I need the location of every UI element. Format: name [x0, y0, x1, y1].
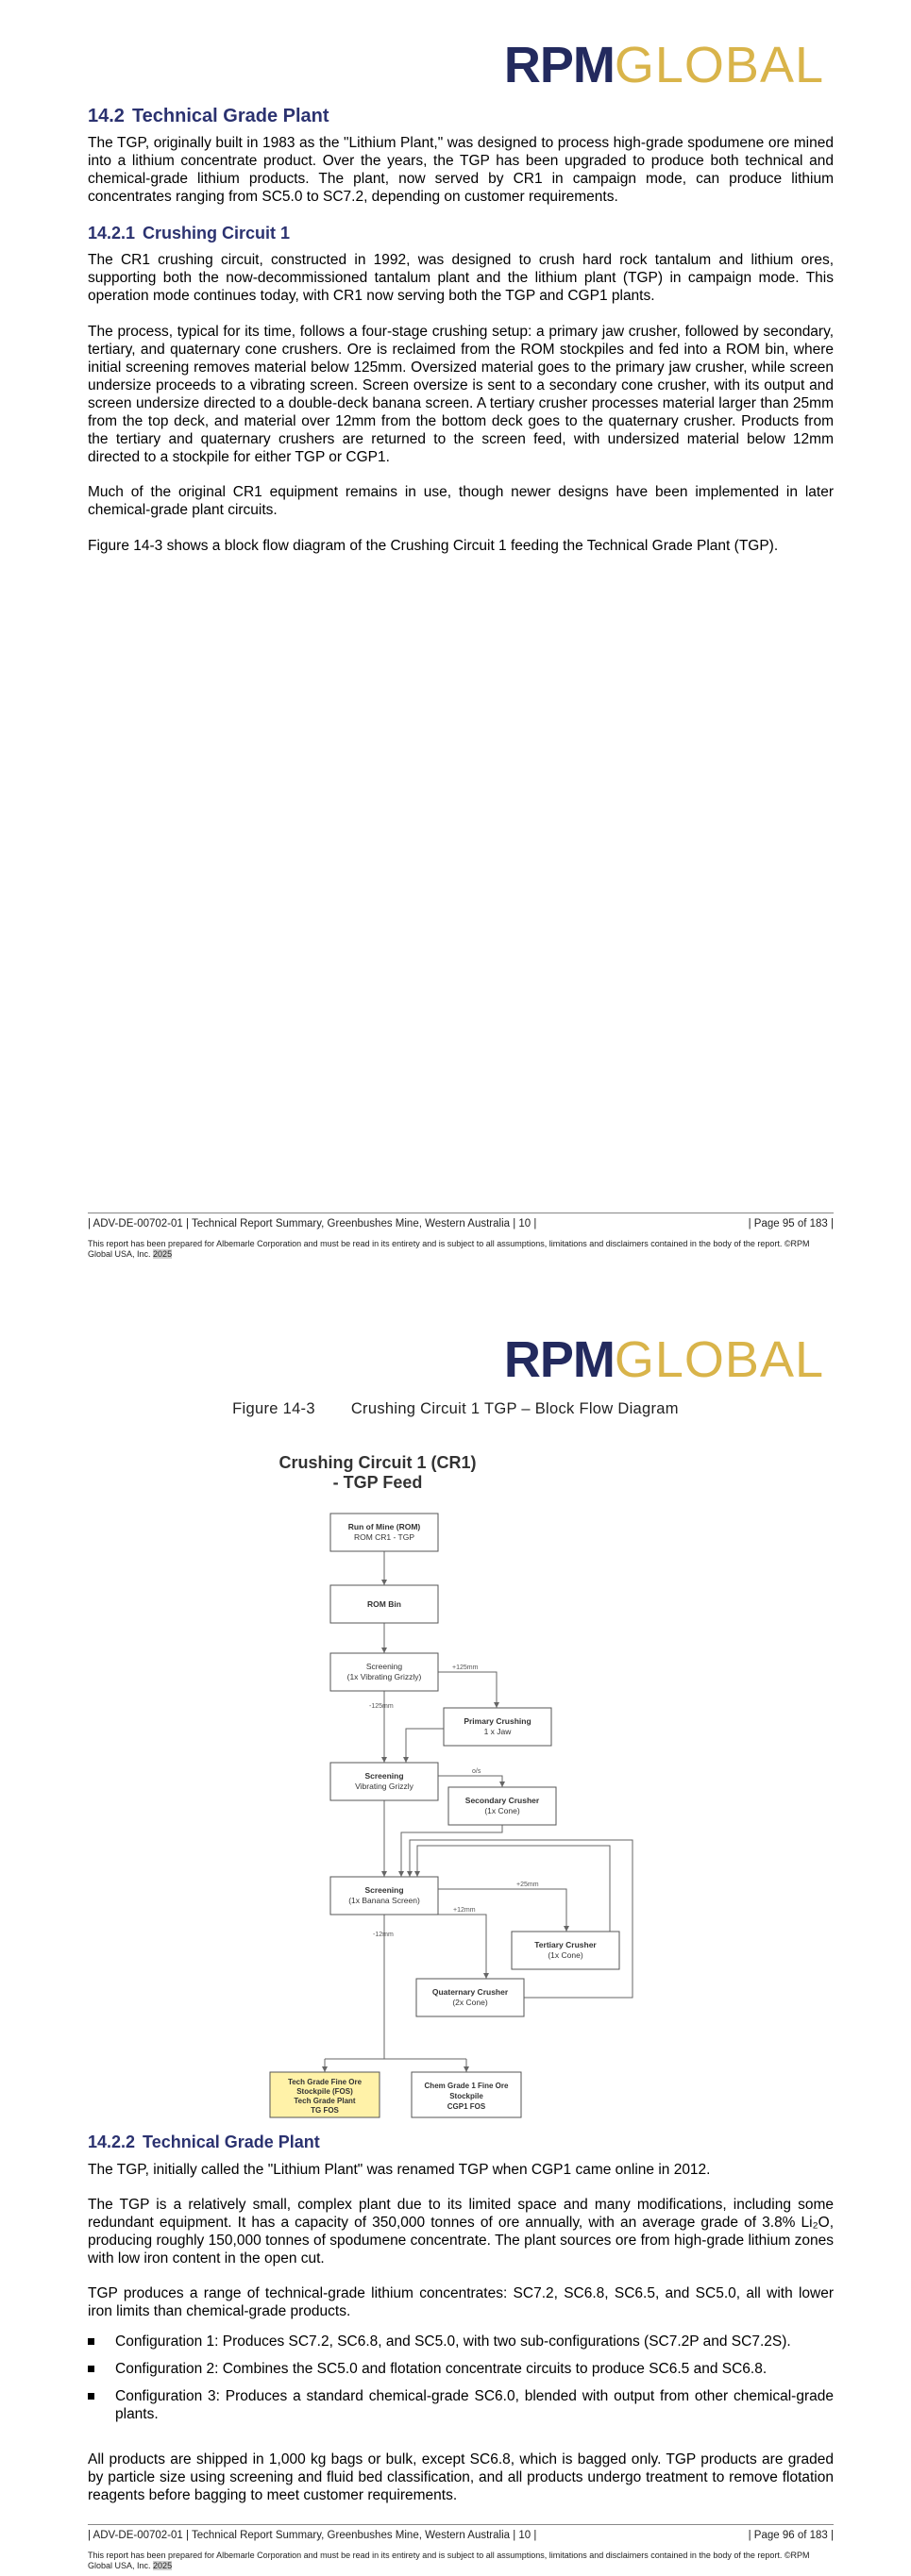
svg-text:Screening: Screening [364, 1771, 404, 1781]
svg-text:Tertiary Crusher: Tertiary Crusher [534, 1940, 597, 1949]
flow-screen3-to-quaternary [425, 1915, 486, 1979]
paragraph-cr1-history: The CR1 crushing circuit, constructed in 1992, was designed to crush hard rock tantalum and lithium ores, supporting both the now-decommissioned tantalum plant and the lithium plant (TGP) in campaign mode. This operation mode continues today, with CR1 now serving both the TGP and CGP1 plants. [88, 252, 834, 304]
intro-paragraph: The TGP, originally built in 1983 as the "Lithium Plant," was designed to process high-grade spodumene ore mined into a lithium concentrate product. Over the years, the TGP has been upgraded to produce both technical and chemical-grade lithium products. The plant, now served by CR1 in campaign mode, can produce lithium concentrates ranging from SC5.0 to SC7.2, depending on customer requirements. [88, 135, 834, 205]
subsection-heading-14-2-2 [88, 2133, 834, 2152]
svg-text:ROM Bin: ROM Bin [367, 1599, 401, 1609]
box-secondary-crusher [448, 1787, 556, 1825]
svg-text:(2x Cone): (2x Cone) [452, 1998, 488, 2007]
svg-text:Screening: Screening [364, 1885, 404, 1895]
paragraph-tgp-capacity: The TGP is a relatively small, complex plant due to its limited space and many modifications, including some redundant equipment. It has a capacity of 350,000 tonnes of ore annually, with an average grade of 3.8% Li₂O, producing roughly 150,000 tonnes of spodumene concentrate. The plant sources ore from high-grade lithium zones with low iron content in the open cut. [88, 2197, 834, 2267]
svg-text:ROM CR1 - TGP: ROM CR1 - TGP [353, 1532, 415, 1542]
label-minus12: -12mm [373, 1932, 394, 1938]
page-footer [88, 1213, 834, 1260]
page-footer [88, 2524, 834, 2571]
box-rom-bin [330, 1585, 438, 1623]
diagram-title-line2: - TGP Feed [332, 1473, 423, 1492]
svg-text:Secondary Crusher: Secondary Crusher [464, 1796, 540, 1805]
svg-text:Primary Crushing: Primary Crushing [464, 1716, 531, 1726]
section-number: 14.2 [88, 106, 125, 126]
box-tertiary-crusher [512, 1932, 619, 1969]
svg-text:Screening: Screening [365, 1662, 403, 1671]
svg-text:Tech Grade Fine Ore: Tech Grade Fine Ore [287, 2078, 363, 2086]
block-flow-diagram [255, 1446, 680, 2115]
list-item: Configuration 1: Produces SC7.2, SC6.8, and SC5.0, with two sub-configurations (SC7.2P and SC7.2S). [88, 2333, 834, 2350]
subsection-number: 14.2.1 [88, 224, 136, 243]
svg-text:Stockpile: Stockpile [449, 2092, 483, 2100]
footer-rule [88, 2524, 834, 2525]
figure-caption [0, 1400, 911, 1418]
label-os: o/s [472, 1768, 481, 1775]
box-screening-vibrating [330, 1763, 438, 1800]
subsection-title: Crushing Circuit 1 [143, 224, 291, 243]
footer-year: 2025 [153, 2561, 173, 2570]
list-item: Configuration 2: Combines the SC5.0 and flotation concentrate circuits to produce SC6.5 and SC6.8. [88, 2360, 834, 2378]
footer-disclaimer: This report has been prepared for Albemarle Corporation and must be read in its entirety and is subject to all assumptions, limitations and disclaimers contained in the body of the report. ©RPM Global USA, Inc. 2025 [88, 1239, 810, 1259]
section-title: Technical Grade Plant [131, 106, 329, 126]
subsection-number: 14.2.2 [88, 2133, 136, 2151]
footer-document-ref: | ADV-DE-00702-01 | Technical Report Summary, Greenbushes Mine, Western Australia | 10 | [88, 1218, 537, 1229]
rpm-global-logo: RPMGLOBAL [503, 1331, 824, 1388]
box-primary-crushing [444, 1708, 551, 1746]
box-run-of-mine [330, 1514, 438, 1551]
svg-text:(1x Cone): (1x Cone) [548, 1950, 583, 1960]
bullet-square-icon [88, 2393, 94, 2400]
figure-label: Figure 14-3 [232, 1400, 315, 1417]
flow-screen1-to-primary [438, 1672, 497, 1708]
report-page-96 [0, 1295, 911, 2576]
box-screening-banana [330, 1877, 438, 1915]
flow-primary-to-screen2 [406, 1729, 444, 1763]
flow-secondary-to-screen3 [401, 1825, 502, 1877]
svg-text:1 x Jaw: 1 x Jaw [483, 1727, 512, 1736]
svg-text:Stockpile (FOS): Stockpile (FOS) [296, 2087, 353, 2096]
svg-text:(1x Vibrating Grizzly): (1x Vibrating Grizzly) [346, 1672, 422, 1681]
box-chem-grade-fos [412, 2072, 521, 2117]
section-heading-14-2 [88, 106, 834, 127]
footer-page-number: | Page 96 of 183 | [748, 2530, 834, 2541]
figure-title: Crushing Circuit 1 TGP – Block Flow Diagram [350, 1400, 679, 1417]
footer-page-number: | Page 95 of 183 | [748, 1218, 834, 1229]
label-minus125: -125mm [369, 1703, 394, 1710]
flow-screen2-to-secondary [438, 1776, 502, 1787]
footer-year: 2025 [153, 1249, 173, 1259]
svg-text:Chem Grade 1 Fine Ore: Chem Grade 1 Fine Ore [424, 2082, 509, 2090]
paragraph-tgp-rename: The TGP, initially called the "Lithium Plant" was renamed TGP when CGP1 came online in 2012. [88, 2162, 711, 2178]
label-plus25: +25mm [516, 1882, 539, 1888]
svg-text:(1x Cone): (1x Cone) [484, 1806, 520, 1815]
paragraph-tgp-products: TGP produces a range of technical-grade lithium concentrates: SC7.2, SC6.8, SC6.5, and SC5.0, all with lower iron limits than chemical-grade products. [88, 2285, 834, 2319]
footer-disclaimer: This report has been prepared for Albemarle Corporation and must be read in its entirety and is subject to all assumptions, limitations and disclaimers contained in the body of the report. ©RPM Global USA, Inc. 2025 [88, 2551, 810, 2570]
list-item: Configuration 3: Produces a standard chemical-grade SC6.0, blended with output from other chemical-grade plants. [88, 2387, 834, 2423]
box-tech-grade-fos [270, 2072, 380, 2117]
svg-text:TG FOS: TG FOS [311, 2106, 339, 2115]
svg-text:CGP1 FOS: CGP1 FOS [447, 2102, 486, 2111]
rpm-global-logo: RPMGLOBAL [503, 37, 824, 93]
label-plus125: +125mm [452, 1664, 479, 1671]
paragraph-figure-reference: Figure 14-3 shows a block flow diagram of the Crushing Circuit 1 feeding the Technical Grade Plant (TGP). [88, 538, 779, 554]
svg-text:Vibrating Grizzly: Vibrating Grizzly [355, 1781, 413, 1791]
svg-text:Quaternary Crusher: Quaternary Crusher [431, 1987, 509, 1997]
subsection-title: Technical Grade Plant [143, 2133, 320, 2151]
bullet-square-icon [88, 2366, 94, 2372]
configuration-list [88, 2333, 834, 2423]
footer-document-ref: | ADV-DE-00702-01 | Technical Report Summary, Greenbushes Mine, Western Australia | 10 | [88, 2530, 537, 2541]
diagram-title-line1: Crushing Circuit 1 (CR1) [278, 1453, 477, 1472]
svg-text:(1x Banana Screen): (1x Banana Screen) [348, 1896, 420, 1905]
flow-diagram-svg [255, 1446, 680, 2115]
box-quaternary-crusher [416, 1979, 524, 2016]
subsection-heading-14-2-1 [88, 224, 834, 243]
bullet-square-icon [88, 2338, 94, 2345]
paragraph-equipment: Much of the original CR1 equipment remains in use, though newer designs have been implemented in later chemical-grade plant circuits. [88, 484, 834, 518]
flow-quaternary-recycle [410, 1840, 633, 1998]
label-plus12: +12mm [453, 1907, 476, 1914]
svg-text:Run of Mine (ROM): Run of Mine (ROM) [347, 1522, 421, 1531]
paragraph-shipping: All products are shipped in 1,000 kg bags or bulk, except SC6.8, which is bagged only. TGP products are graded by particle size using screening and fluid bed classification, and all products undergo treatment to remove flotation reagents before bagging to meet customer requirements. [88, 2451, 834, 2503]
svg-text:Tech Grade Plant: Tech Grade Plant [294, 2097, 356, 2105]
box-screening-grizzly [330, 1653, 438, 1691]
paragraph-crushing-process: The process, typical for its time, follows a four-stage crushing setup: a primary jaw crusher, followed by secondary, tertiary, and quaternary cone crushers. Ore is reclaimed from the ROM stockpiles and fed into a ROM bin, where initial screening removes material below 125mm. Oversized material goes to the primary jaw crusher, while screen undersize proceeds to a vibrating screen. Screen oversize is sent to a secondary cone crusher, with its output and screen undersize directed to a double-deck banana screen. A tertiary crusher processes material larger than 25mm from the top deck, and material over 12mm from the bottom deck goes to the quaternary crusher. Products from the tertiary and quaternary crushers are returned to the screen feed, with undersized material below 12mm directed to a stockpile for either TGP or CGP1. [88, 324, 834, 465]
